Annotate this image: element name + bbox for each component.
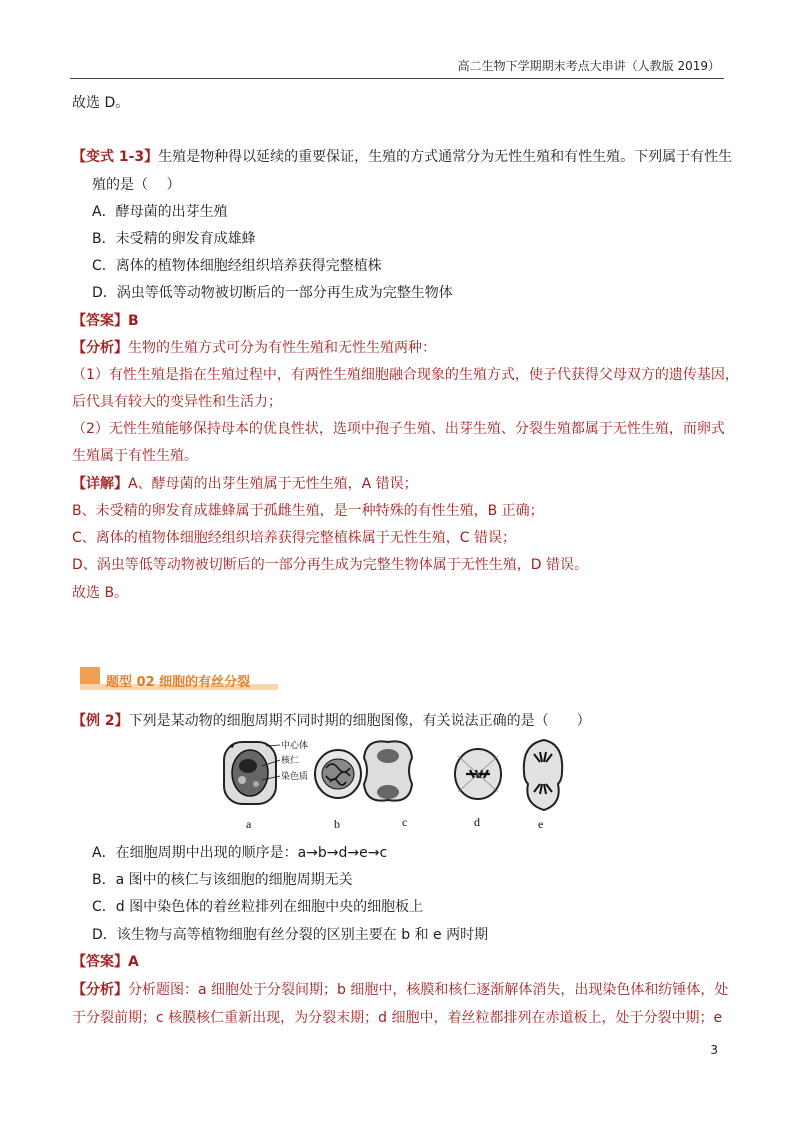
- example-analysis-line2: 于分裂前期；c 核膜核仁重新出现，为分裂末期；d 细胞中，着丝粒都排列在赤道板上，处于分裂中期；e: [72, 1010, 723, 1026]
- previous-conclusion: 故选 D。: [72, 95, 130, 111]
- example-option-a: A．在细胞周期中出现的顺序是：a→b→d→e→c: [92, 845, 388, 861]
- analysis-tag: 【分析】: [72, 340, 128, 356]
- label-chromatin: 染色质: [281, 772, 309, 782]
- section-title: 题型 02 细胞的有丝分裂: [106, 675, 251, 690]
- example-tag: 【例 2】: [72, 713, 129, 729]
- panel-label-b: b: [334, 817, 340, 831]
- answer-tag: 【答案】: [72, 313, 128, 329]
- variant-detail: [72, 474, 418, 494]
- example-option-c: C．d 图中染色体的着丝粒排列在细胞中央的细胞板上: [92, 899, 424, 915]
- example-answer-tag: 【答案】: [72, 954, 128, 970]
- example-option-b: B．a 图中的核仁与该细胞的细胞周期无关: [92, 872, 353, 888]
- cell-a-image: [224, 742, 276, 804]
- label-nucleolus: 核仁: [281, 756, 300, 766]
- example-analysis-line1: 分析题图：a 细胞处于分裂间期；b 细胞中，核膜和核仁逐渐解体消失，出现染色体和纺锤体，处: [128, 982, 729, 998]
- variant-option-a: A．酵母菌的出芽生殖: [92, 204, 228, 220]
- example-question-text: 下列是某动物的细胞周期不同时期的细胞图像，有关说法正确的是（ ）: [128, 713, 591, 729]
- example-analysis-tag: 【分析】: [72, 982, 128, 998]
- header-divider: [70, 78, 724, 79]
- variant-option-c: C．离体的植物体细胞经组织培养获得完整植株: [92, 258, 382, 274]
- label-centrosome: 中心体: [281, 741, 309, 751]
- analysis-p2-line1: （2）无性生殖能够保持母本的优良性状，选项中孢子生殖、出芽生殖、分裂生殖都属于无性生殖，而卵式: [72, 421, 725, 437]
- example-option-d: D．该生物与高等植物细胞有丝分裂的区别主要在 b 和 e 两时期: [92, 927, 489, 943]
- detail-line4: D、涡虫等低等动物被切断后的一部分再生成为完整生物体属于无性生殖，D 错误。: [72, 557, 589, 573]
- variant-question: [72, 147, 732, 167]
- detail-line1: A、酵母菌的出芽生殖属于无性生殖，A 错误；: [128, 476, 418, 492]
- variant-question-line2: 殖的是（ ）: [92, 177, 181, 193]
- cell-e-image: [524, 740, 562, 810]
- detail-line3: C、离体的植物体细胞经组织培养获得完整植株属于无性生殖，C 错误；: [72, 530, 516, 546]
- page-number: 3: [710, 1043, 718, 1057]
- running-header: 高二生物下学期期末考点大串讲（人教版 2019）: [457, 59, 720, 73]
- detail-line2: B、未受精的卵发育成雄蜂属于孤雌生殖，是一种特殊的有性生殖，B 正确；: [72, 503, 544, 519]
- detail-tag: 【详解】: [72, 476, 128, 492]
- variant-question-line1: 生殖是物种得以延续的重要保证，生殖的方式通常分为无性生殖和有性生殖。下列属于有性生: [158, 149, 733, 165]
- answer-value: B: [128, 313, 139, 329]
- variant-option-d: D．涡虫等低等动物被切断后的一部分再生成为完整生物体: [92, 285, 453, 301]
- example-analysis: [72, 980, 728, 1000]
- cell-d-image: [455, 749, 501, 799]
- variant-option-b: B．未受精的卵发育成雄蜂: [92, 231, 256, 247]
- example-answer: [72, 952, 139, 972]
- panel-label-d: d: [474, 815, 480, 829]
- variant-tag: 【变式 1-3】: [72, 149, 159, 165]
- variant-conclusion: 故选 B。: [72, 585, 129, 601]
- analysis-p1-line2: 后代具有较大的变异性和生活力；: [72, 394, 282, 410]
- panel-label-c: c: [402, 815, 408, 829]
- cell-b-image: [315, 750, 361, 798]
- panel-label-a: a: [246, 817, 252, 831]
- analysis-p1-line1: （1）有性生殖是指在生殖过程中，有两性生殖细胞融合现象的生殖方式，使子代获得父母双方的遗传基因，: [72, 367, 739, 383]
- panel-label-e: e: [538, 817, 544, 831]
- example-question: [72, 711, 591, 731]
- cell-cycle-figure: [222, 736, 568, 832]
- variant-analysis: [72, 338, 436, 358]
- example-answer-value: A: [128, 954, 139, 970]
- analysis-p2-line2: 生殖属于有性生殖。: [72, 448, 198, 464]
- variant-answer: [72, 311, 139, 331]
- analysis-line1: 生物的生殖方式可分为有性生殖和无性生殖两种：: [128, 340, 436, 356]
- cell-c-image: [364, 741, 412, 800]
